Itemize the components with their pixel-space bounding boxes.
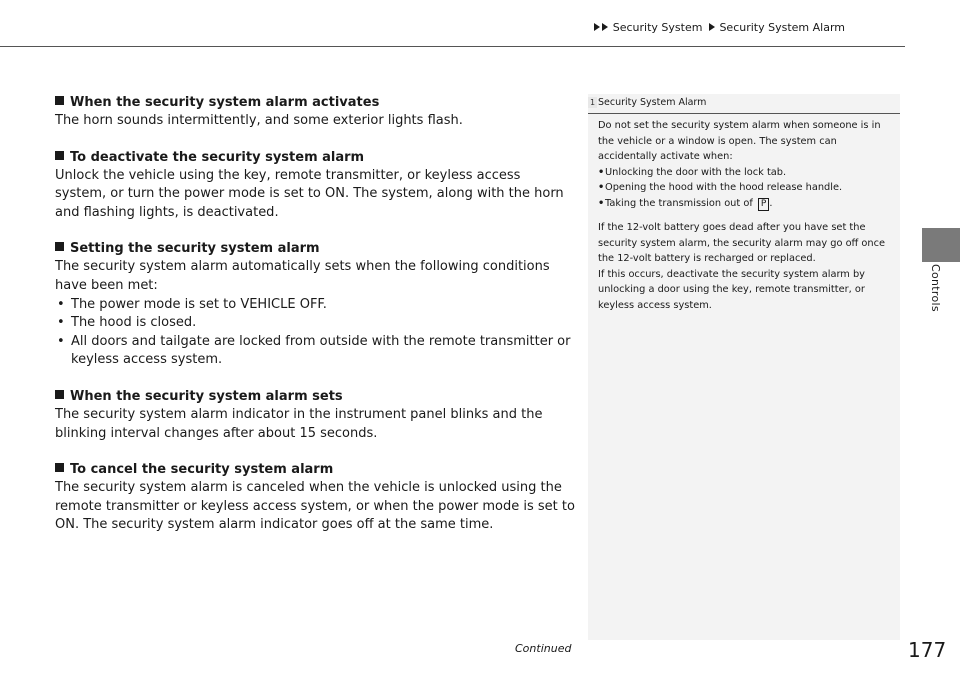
section-title: To cancel the security system alarm — [70, 462, 334, 478]
sidebar-body — [588, 114, 900, 313]
square-bullet-icon — [55, 463, 64, 472]
section-paragraph: Unlock the vehicle using the key, remote transmitter, or keyless access system, or turn the power mode is set to ON. The system, along with the horn and flashing lights, is deactivated. — [55, 167, 564, 220]
continued-label: Continued — [515, 642, 572, 655]
section-title: Setting the security system alarm — [70, 241, 320, 257]
arrow-icon — [594, 23, 600, 31]
list-item: • Taking the transmission out of P . — [598, 196, 890, 212]
list-item: • Opening the hood with the hood release handle. — [598, 180, 890, 196]
section-paragraph: The security system alarm indicator in the instrument panel blinks and the blinking interval changes after about 15 seconds. — [55, 406, 543, 441]
list-item: • The hood is closed. — [55, 314, 575, 333]
header-bar — [0, 0, 905, 47]
list-item: • All doors and tailgate are locked from outside with the remote transmitter or keyless access system. — [55, 333, 575, 370]
sidebar-header — [588, 94, 900, 114]
section — [55, 149, 575, 223]
section — [55, 461, 575, 535]
page-number: 177 — [908, 638, 947, 662]
breadcrumb — [593, 20, 847, 34]
main-content — [55, 94, 575, 553]
section-title: When the security system alarm activates — [70, 95, 380, 110]
breadcrumb-item[interactable]: Security System Alarm — [719, 20, 845, 34]
sidebar-title: Security System Alarm — [598, 97, 707, 108]
sidebar-intro: Do not set the security system alarm when someone is in the vehicle or a window is open. The system can accidentally activate when: — [598, 120, 881, 162]
square-bullet-icon — [55, 96, 64, 105]
section-title: When the security system alarm sets — [70, 388, 343, 404]
section-paragraph: The horn sounds intermittently, and some exterior lights flash. — [55, 113, 463, 128]
sidebar-list — [598, 165, 890, 212]
chapter-tab-label: Controls — [929, 264, 942, 312]
square-bullet-icon — [55, 151, 64, 160]
breadcrumb-item[interactable]: Security System — [612, 20, 703, 34]
section — [55, 94, 575, 131]
section — [55, 388, 575, 443]
reference-number: 1 — [589, 98, 596, 107]
list-item: • Unlocking the door with the lock tab. — [598, 165, 890, 181]
section-paragraph: The security system alarm automatically sets when the following conditions have been met: — [55, 259, 550, 293]
square-bullet-icon — [55, 390, 64, 399]
condition-list — [55, 296, 575, 370]
section-paragraph: The security system alarm is canceled when the vehicle is unlocked using the remote transmitter or keyless access system, or when the power mode is set to ON. The security system alarm indicator goes off at the same time. — [55, 480, 575, 533]
arrow-icon — [602, 23, 608, 31]
sidebar-note: If this occurs, deactivate the security system alarm by unlocking a door using the key, remote transmitter, or keyless access system. — [598, 268, 865, 311]
chapter-tab[interactable] — [922, 228, 960, 262]
section — [55, 240, 575, 370]
sidebar-note: If the 12-volt battery goes dead after you have set the security system alarm, the security alarm may go off once the 12-volt battery is recharged or replaced. — [598, 222, 886, 264]
list-item: • The power mode is set to VEHICLE OFF. — [55, 296, 575, 315]
note-sidebar — [588, 94, 900, 640]
park-gear-symbol: P — [758, 198, 769, 211]
arrow-icon — [709, 23, 715, 31]
section-title: To deactivate the security system alarm — [70, 149, 365, 165]
square-bullet-icon — [55, 242, 64, 251]
